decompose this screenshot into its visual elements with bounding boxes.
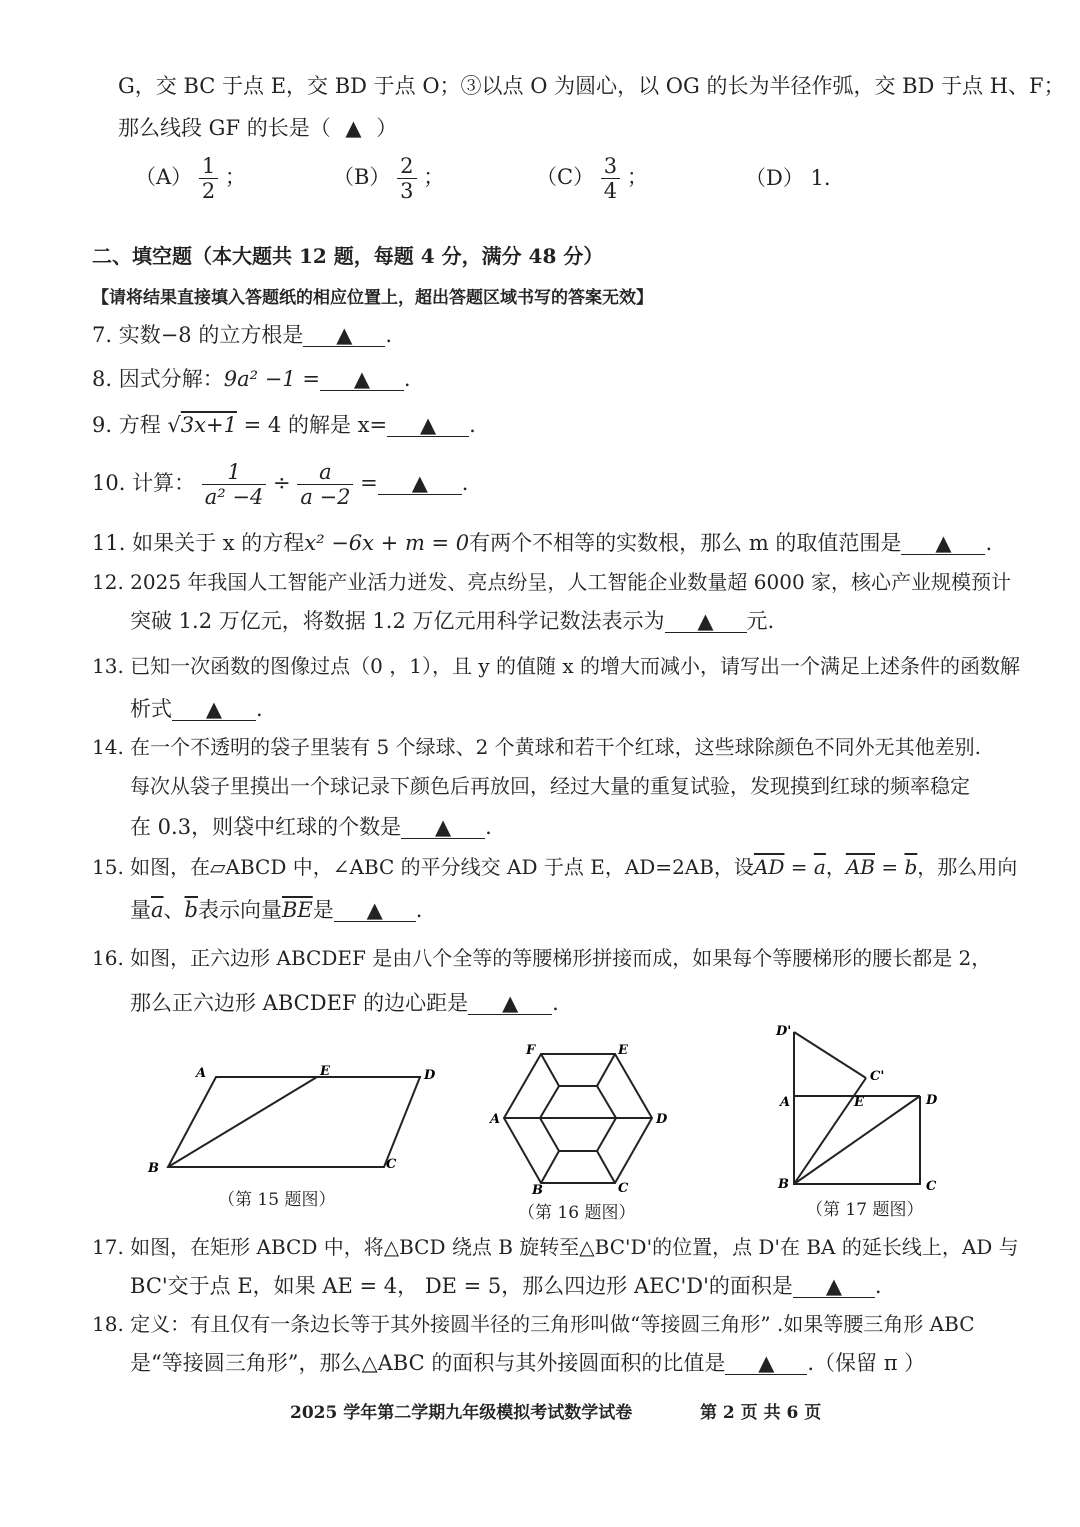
answer-mark: ▲	[345, 116, 362, 140]
label-f: F	[526, 1043, 536, 1058]
q15-text: 表示向量	[197, 898, 282, 922]
answer-blank: ▲	[725, 1353, 807, 1375]
segment-d-prime-c-prime	[794, 1032, 866, 1078]
fraction-numerator: 1	[199, 154, 218, 179]
trapezoid-edge	[541, 1151, 559, 1183]
option-text: 1.	[810, 166, 831, 190]
q15-end: .	[415, 898, 423, 922]
q6-option-c	[536, 154, 648, 203]
bisector-be	[168, 1077, 317, 1167]
figure-16-caption: （第 16 题图）	[518, 1203, 636, 1223]
q11-expression: x² −6x + m = 0	[304, 531, 470, 555]
option-fraction	[199, 154, 218, 203]
answer-blank: ▲	[378, 473, 462, 495]
q18-text: 是“等接圆三角形”，那么△ABC 的面积与其外接圆面积的比值是	[130, 1351, 726, 1375]
trapezoid-edge	[541, 1054, 559, 1086]
q15-text: 是	[312, 898, 334, 922]
q10-end: .	[461, 471, 469, 496]
divide-sign: ÷	[273, 471, 291, 496]
equals-sign: =	[784, 855, 814, 879]
vector-be: $\overline{BE}$	[281, 898, 313, 922]
q16-text: 那么正六边形 ABCDEF 的边心距是	[130, 991, 469, 1015]
question-12-line1: 12. 2025 年我国人工智能产业活力迸发、亮点纷呈，人工智能企业数量超 6000 家，核心产业规模预计	[92, 570, 1012, 594]
q18-end: .（保留 π ）	[807, 1351, 926, 1375]
fraction-numerator: 1	[202, 460, 267, 485]
answer-blank: ▲	[468, 993, 552, 1015]
fraction-denominator: 3	[400, 179, 414, 204]
question-14-line3	[130, 817, 492, 839]
q6-option-d	[745, 168, 831, 189]
trapezoid-edge	[597, 1151, 615, 1183]
vector-ab: $\overline{AB}$	[845, 855, 875, 879]
answer-blank: ▲	[303, 325, 385, 347]
answer-blank: ▲	[387, 415, 469, 437]
option-tail: ；	[626, 165, 648, 190]
sqrt-symbol: √	[167, 413, 181, 437]
q9-end: .	[469, 413, 476, 437]
q8-expression: 9a² −1 =	[223, 367, 320, 391]
question-13-line1: 13. 已知一次函数的图像过点（0 ，1），且 y 的值随 x 的增大而减小，请写出一个满足上述条件的函数解	[92, 654, 1020, 678]
footer-page-number: 第 2 页 共 6 页	[700, 1403, 822, 1423]
option-fraction	[397, 154, 416, 203]
figure-15	[140, 1060, 440, 1180]
label-c: C	[386, 1157, 397, 1172]
equals-sign: =	[360, 471, 378, 496]
option-label: （A）	[135, 165, 193, 190]
question-12-line2	[130, 611, 774, 633]
label-b: B	[148, 1161, 159, 1176]
q15-text: 量	[130, 898, 151, 922]
q11-text: 11. 如果关于 x 的方程	[92, 531, 305, 555]
answer-blank: ▲	[901, 533, 985, 555]
fraction-numerator: 2	[397, 154, 416, 179]
q17-end: .	[874, 1274, 882, 1298]
q17-text: BC'交于点 E，如果 AE = 4， DE = 5，那么四边形 AEC'D'的面积是	[130, 1274, 793, 1298]
answer-blank: ▲	[401, 817, 485, 839]
question-13-line2	[130, 699, 263, 721]
label-d: D	[656, 1112, 668, 1127]
q16-end: .	[552, 991, 559, 1015]
q13-text: 析式	[130, 697, 172, 721]
question-8	[92, 369, 411, 391]
label-a: A	[490, 1112, 501, 1127]
question-14-line2: 每次从袋子里摸出一个球记录下颜色后再放回，经过大量的重复试验，发现摸到红球的频率稳定	[130, 774, 970, 798]
fraction-numerator: 3	[601, 154, 620, 179]
q10-text: 10. 计算：	[92, 471, 196, 496]
separator: ，	[825, 855, 846, 879]
figure-17-caption: （第 17 题图）	[806, 1200, 924, 1220]
q7-end: .	[385, 323, 393, 347]
q14-text: 在 0.3，则袋中红球的个数是	[130, 815, 402, 839]
label-b: B	[532, 1183, 543, 1198]
fraction-denominator: 2	[201, 179, 216, 204]
segment-b-c-prime	[794, 1078, 866, 1184]
separator: 、	[163, 898, 185, 922]
q14-end: .	[485, 815, 492, 839]
q7-text: 7. 实数−8 的立方根是	[92, 323, 304, 347]
equals-sign: =	[874, 855, 905, 879]
question-15-line2	[130, 900, 422, 922]
question-17-line1: 17. 如图，在矩形 ABCD 中，将△BCD 绕点 B 旋转至△BC'D'的位置，点 D'在 BA 的延长线上，AD 与	[92, 1235, 1019, 1259]
q11-mid: 有两个不相等的实数根，那么 m 的取值范围是	[469, 531, 902, 555]
q10-fraction-1	[202, 460, 267, 509]
q12-end: 元.	[746, 609, 775, 633]
question-17-line2	[130, 1276, 882, 1298]
q8-text: 8. 因式分解：	[92, 367, 224, 391]
q9-mid: = 4 的解是 x=	[243, 413, 388, 437]
figure-17	[770, 1020, 960, 1195]
vector-a: $\overline{a}$	[813, 855, 826, 879]
vector-b: $\overline{b}$	[904, 855, 918, 879]
label-e: E	[618, 1043, 628, 1058]
answer-blank: ▲	[665, 611, 747, 633]
answer-blank: ▲	[172, 699, 256, 721]
option-tail: ；	[224, 165, 246, 190]
question-11	[92, 533, 992, 555]
option-label: （D）	[745, 166, 804, 190]
label-b: B	[778, 1177, 789, 1192]
vector-b: $\overline{b}$	[184, 898, 198, 922]
label-c: C	[926, 1179, 937, 1194]
label-d: D	[424, 1068, 436, 1083]
q6-line2	[118, 118, 397, 139]
question-16-line2	[130, 993, 559, 1015]
q8-end: .	[403, 367, 411, 391]
q13-end: .	[256, 697, 263, 721]
question-7	[92, 325, 392, 347]
section-title: 二、填空题（本大题共 12 题，每题 4 分，满分 48 分）	[92, 244, 604, 268]
option-fraction	[601, 154, 620, 203]
option-label: （B）	[333, 165, 391, 190]
q6-option-a	[135, 154, 246, 203]
section-note: 【请将结果直接填入答题纸的相应位置上，超出答题区域书写的答案无效】	[92, 288, 653, 308]
q15-text: 15. 如图，在▱ABCD 中，∠ABC 的平分线交 AD 于点 E，AD=2AB，设	[92, 855, 754, 879]
option-tail: ；	[423, 165, 445, 190]
question-10	[92, 460, 468, 509]
option-label: （C）	[536, 165, 595, 190]
q9-text: 9. 方程	[92, 413, 161, 437]
label-d: D	[926, 1093, 938, 1108]
label-d-prime: D'	[776, 1024, 792, 1039]
fraction-denominator: a −2	[300, 485, 351, 510]
q6-option-b	[333, 154, 444, 203]
label-c-prime: C'	[870, 1069, 885, 1084]
label-c: C	[618, 1181, 629, 1196]
vector-a: $\overline{a}$	[151, 898, 164, 922]
question-15-line1	[92, 857, 1017, 877]
q15-text-end: ，那么用向	[917, 855, 1018, 879]
figure-15-caption: （第 15 题图）	[218, 1190, 336, 1210]
question-18-line2	[130, 1353, 925, 1375]
answer-blank: ▲	[334, 900, 416, 922]
figure-16	[480, 1040, 680, 1200]
trapezoid-edge	[597, 1054, 615, 1086]
q6-line2-close: ）	[376, 116, 398, 140]
label-a: A	[196, 1066, 207, 1081]
question-18-line1: 18. 定义：有且仅有一条边长等于其外接圆半径的三角形叫做“等接圆三角形” .如果等腰三角形 ABC	[92, 1312, 975, 1336]
footer-title: 2025 学年第二学期九年级模拟考试数学试卷	[290, 1403, 633, 1423]
fraction-denominator: a² −4	[204, 485, 264, 510]
question-16-line1: 16. 如图，正六边形 ABCDEF 是由八个全等的等腰梯形拼接而成，如果每个等腰梯形的腰长都是 2，	[92, 946, 992, 970]
label-a: A	[780, 1095, 791, 1110]
q9-radicand: 3x+1	[180, 413, 237, 437]
label-e: E	[854, 1095, 864, 1110]
fraction-numerator: a	[297, 460, 353, 485]
fraction-denominator: 4	[603, 179, 618, 204]
q6-line2-text: 那么线段 GF 的长是（	[118, 116, 331, 140]
question-9	[92, 415, 476, 437]
q12-text: 突破 1.2 万亿元，将数据 1.2 万亿元用科学记数法表示为	[130, 609, 665, 633]
answer-blank: ▲	[320, 369, 404, 391]
label-e: E	[320, 1064, 330, 1079]
q10-fraction-2	[297, 460, 353, 509]
answer-blank: ▲	[793, 1276, 875, 1298]
q6-line1: G，交 BC 于点 E，交 BD 于点 O；③以点 O 为圆心，以 OG 的长为半径作弧，交 BD 于点 H、F；	[118, 74, 1065, 98]
q11-end: .	[985, 531, 993, 555]
question-14-line1: 14. 在一个不透明的袋子里装有 5 个绿球、2 个黄球和若干个红球，这些球除颜色不同外无其他差别.	[92, 735, 982, 759]
vector-ad: $\overline{AD}$	[753, 855, 785, 879]
